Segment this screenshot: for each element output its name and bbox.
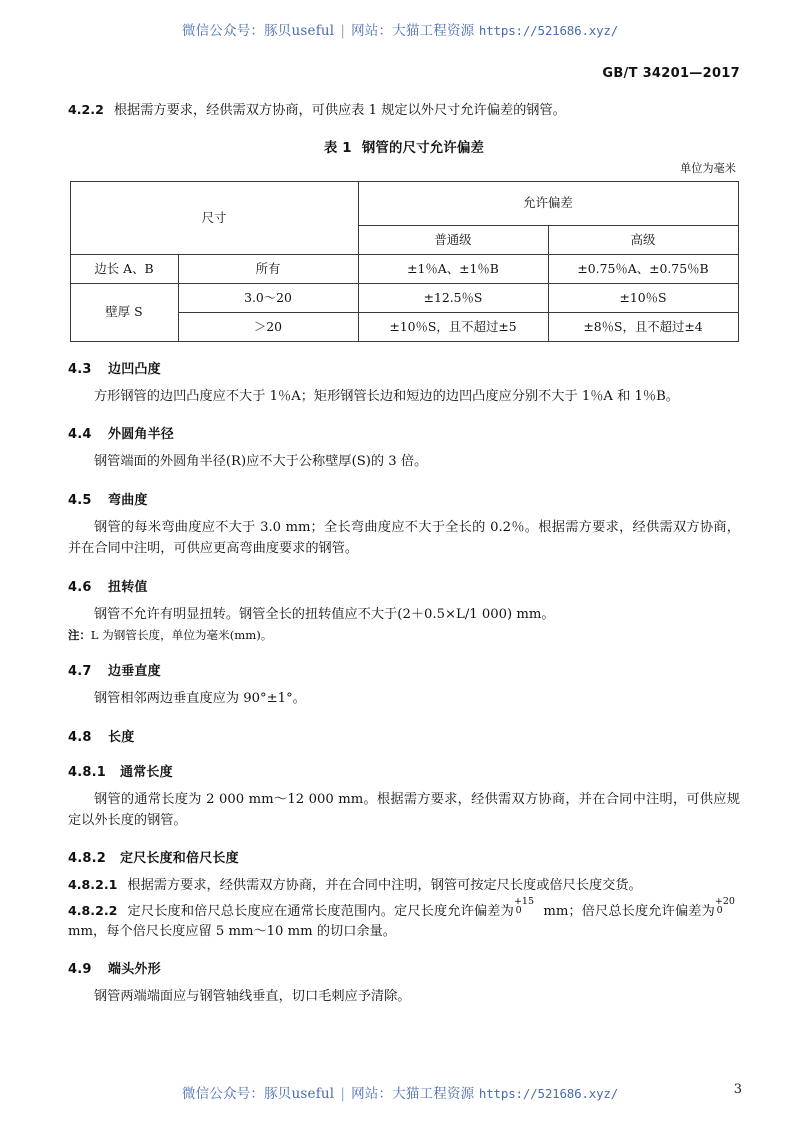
table-cell-normal: ±10％S，且不超过±5 (358, 313, 548, 342)
table-1-caption-label: 表 1 (323, 141, 352, 157)
heading-4-9 (68, 958, 740, 977)
heading-4-4 (68, 423, 740, 442)
watermark-url: https://521686.xyz/ (478, 23, 619, 38)
heading-4-8-title: 长度 (108, 729, 135, 745)
paragraph-4-4: 钢管端面的外圆角半径(R)应不大于公称壁厚(S)的 3 倍。 (94, 454, 428, 470)
tolerance-upper: +20 (714, 895, 735, 907)
watermark-site-label: 网站：大猫工程资源 (351, 23, 475, 39)
heading-4-3-number: 4.3 (68, 362, 92, 378)
clause-4-8-2-2-part3: mm，每个倍尺长度应留 5 mm～10 mm 的切口余量。 (68, 923, 396, 939)
heading-4-7-title: 边垂直度 (108, 664, 161, 680)
watermark-separator: | (340, 1086, 346, 1102)
clause-4-8-2-1-number: 4.8.2.1 (68, 877, 118, 893)
heading-4-7 (68, 660, 740, 679)
heading-4-3 (68, 358, 740, 377)
paragraph-4-9: 钢管两端端面应与钢管轴线垂直，切口毛刺应予清除。 (94, 988, 411, 1004)
heading-4-8-1-number: 4.8.1 (68, 764, 107, 780)
watermark-wechat-label: 微信公众号：豚贝useful (181, 23, 335, 39)
clause-4-8-2-2-part2: mm；倍尺总长度允许偏差为 (539, 903, 715, 919)
document-content (68, 100, 740, 1009)
table-header-size: 尺寸 (70, 182, 358, 255)
heading-4-8-1-title: 通常长度 (120, 764, 173, 780)
heading-4-6-number: 4.6 (68, 579, 92, 595)
tolerance-notation-倍尺总长度 (714, 895, 740, 917)
paragraph-4-7: 钢管相邻两边垂直度应为 90°±1°。 (94, 691, 306, 707)
watermark-site-label: 网站：大猫工程资源 (351, 1086, 475, 1102)
paragraph-4-5: 钢管的每米弯曲度应不大于 3.0 mm；全长弯曲度应不大于全长的 0.2％。根据需方要求，经供需双方协商，并在合同中注明，可供应更高弯曲度要求的钢管。 (68, 519, 740, 557)
table-row (70, 284, 738, 313)
table-row-header-1 (70, 182, 738, 226)
table-1-caption (68, 137, 740, 156)
table-header-tolerance: 允许偏差 (358, 182, 738, 226)
table-cell-high: ±8％S，且不超过±4 (548, 313, 738, 342)
table-header-grade-normal: 普通级 (358, 226, 548, 255)
clause-4-2-2-text: 根据需方要求，经供需双方协商，可供应表 1 规定以外尺寸允许偏差的钢管。 (113, 103, 566, 118)
heading-4-9-title: 端头外形 (108, 961, 161, 977)
table-1-dimension-tolerances (70, 181, 739, 342)
clause-4-8-2-2 (68, 895, 740, 942)
heading-4-8-1 (68, 761, 740, 780)
table-cell-range: ＞20 (178, 313, 358, 342)
table-cell-normal: ±1％A、±1％B (358, 255, 548, 284)
table-cell-range: 所有 (178, 255, 358, 284)
heading-4-7-number: 4.7 (68, 664, 92, 680)
heading-4-3-title: 边凹凸度 (108, 362, 161, 378)
clause-4-8-2-2-part1: 定尺长度和倍尺总长度应在通常长度范围内。定尺长度允许偏差为 (127, 903, 514, 919)
table-header-grade-high: 高级 (548, 226, 738, 255)
table-cell-normal: ±12.5％S (358, 284, 548, 313)
heading-4-8-2-title: 定尺长度和倍尺长度 (120, 851, 239, 867)
tolerance-lower: 0 (515, 905, 522, 917)
note-4-6 (68, 627, 740, 644)
table-row (70, 255, 738, 284)
heading-4-4-title: 外圆角半径 (108, 427, 175, 443)
heading-4-8-2 (68, 847, 740, 866)
page-header-standard-number: GB/T 34201—2017 (602, 66, 740, 81)
note-4-6-text: L 为钢管长度，单位为毫米(mm)。 (90, 627, 273, 642)
page-number: 3 (733, 1082, 742, 1097)
table-1-caption-title: 钢管的尺寸允许偏差 (361, 141, 485, 157)
clause-4-2-2 (68, 100, 740, 121)
note-4-6-label: 注： (68, 627, 91, 642)
heading-4-5-title: 弯曲度 (108, 492, 148, 508)
watermark-top (0, 19, 800, 39)
watermark-wechat-label: 微信公众号：豚贝useful (181, 1086, 335, 1102)
heading-4-6-title: 扭转值 (108, 579, 148, 595)
watermark-url: https://521686.xyz/ (478, 1086, 619, 1101)
table-cell-range: 3.0～20 (178, 284, 358, 313)
clause-4-2-2-number: 4.2.2 (68, 102, 104, 117)
table-cell-high: ±10％S (548, 284, 738, 313)
table-cell-dimension: 边长 A、B (70, 255, 178, 284)
heading-4-8 (68, 726, 740, 745)
heading-4-5-number: 4.5 (68, 492, 92, 508)
heading-4-8-number: 4.8 (68, 729, 92, 745)
clause-4-8-2-2-number: 4.8.2.2 (68, 902, 118, 918)
watermark-separator: | (340, 23, 346, 39)
tolerance-upper: +15 (513, 895, 534, 907)
heading-4-6 (68, 576, 740, 595)
clause-4-8-2-1 (68, 875, 740, 896)
heading-4-9-number: 4.9 (68, 961, 92, 977)
tolerance-lower: 0 (716, 905, 723, 917)
paragraph-4-8-1: 钢管的通常长度为 2 000 mm～12 000 mm。根据需方要求，经供需双方协商，并在合同中注明，可供应规定以外长度的钢管。 (68, 791, 740, 829)
paragraph-4-6: 钢管不允许有明显扭转。钢管全长的扭转值应不大于(2＋0.5×L/1 000) mm。 (94, 606, 555, 622)
heading-4-5 (68, 489, 740, 508)
table-1-unit-note: 单位为毫米 (680, 162, 736, 176)
table-cell-high: ±0.75％A、±0.75％B (548, 255, 738, 284)
clause-4-8-2-1-text: 根据需方要求，经供需双方协商，并在合同中注明，钢管可按定尺长度或倍尺长度交货。 (127, 878, 642, 894)
heading-4-8-2-number: 4.8.2 (68, 851, 107, 867)
table-cell-dimension: 壁厚 S (70, 284, 178, 342)
watermark-bottom (0, 1082, 800, 1102)
heading-4-4-number: 4.4 (68, 427, 92, 443)
paragraph-4-3: 方形钢管的边凹凸度应不大于 1％A；矩形钢管长边和短边的边凹凸度应分别不大于 1％A 和 1％B。 (94, 389, 679, 405)
tolerance-notation-定尺长度 (513, 895, 539, 917)
